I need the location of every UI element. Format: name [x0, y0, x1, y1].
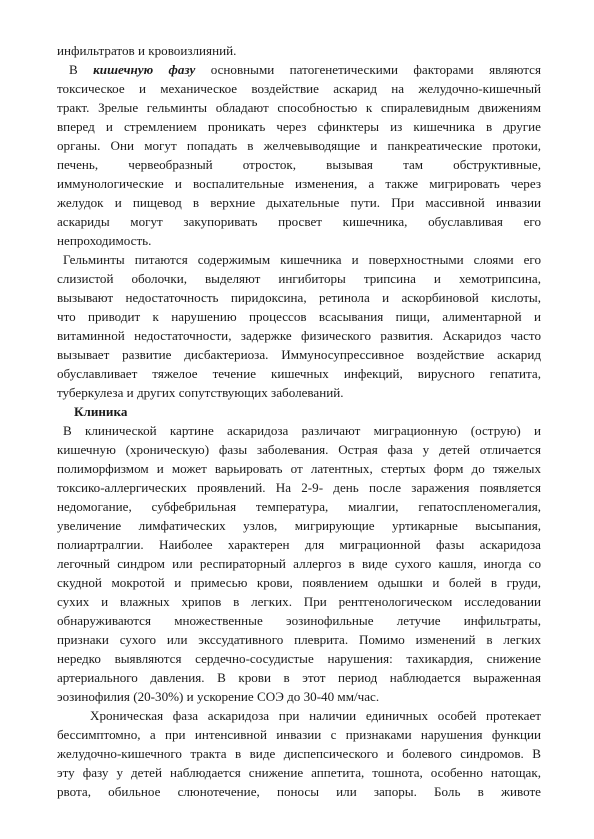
text-line: артериального давления. В крови в этот период наблюдается выраженная: [57, 670, 541, 685]
text-line: печень, червеобразный отросток, вызывая там обструктивные,: [57, 157, 541, 172]
text-line: эту фазу у детей наблюдается снижение аппетита, тошнота, особенно натощак,: [57, 765, 541, 780]
text-line: что приводит к нарушению процессов всасывания пищи, алиментарной и: [57, 309, 541, 324]
text-fragment: В: [69, 62, 94, 77]
text-line: кишечную (хроническую) фазы заболевания. Острая фаза у детей отличается: [57, 442, 541, 457]
text-line: эозинофилия (20-30%) и ускорение СОЭ до 30-40 мм/час.: [57, 689, 380, 704]
text-line: легочный синдром или респираторный аллергоз в виде сухого кашля, иногда со: [57, 556, 541, 571]
text-line: иммунологические и воспалительные изменения, а также мигрировать через: [57, 176, 541, 191]
text-line: токсико-аллергических проявлений. На 2-9- день после заражения появляется: [57, 480, 541, 495]
paragraph-first-line: [69, 61, 541, 80]
text-line: инфильтратов и кровоизлияний.: [57, 43, 237, 58]
text-line: Хроническая фаза аскаридоза при наличии единичных особей протекает: [90, 708, 541, 723]
text-line: желудок и пищевод в верхние дыхательные пути. При массивной инвазии: [57, 195, 541, 210]
text-line: витаминной недостаточности, задержке физического развития. Аскаридоз часто: [57, 328, 541, 343]
text-line: нередко выявляются сердечно-сосудистые нарушения: тахикардия, снижение: [57, 651, 541, 666]
text-line: увеличение лимфатических узлов, мигрирующие уртикарные высыпания,: [57, 518, 541, 533]
emphasis-term: кишечную фазу: [93, 62, 196, 77]
text-line: тракт. Зрелые гельминты обладают способностью к спиралевидным движениям: [57, 100, 541, 115]
text-line: сухих и влажных хрипов в легких. При рентгенологическом исследовании: [57, 594, 541, 609]
text-line: обнаруживаются множественные эозинофильные летучие инфильтраты,: [57, 613, 541, 628]
text-fragment: основными патогенетическими факторами являются: [195, 62, 541, 77]
text-line: В клинической картине аскаридоза различают миграционную (острую) и: [63, 423, 541, 438]
text-line: вызывает развитие дисбактериоза. Иммуносупрессивное воздействие аскарид: [57, 347, 541, 362]
text-line: желудочно-кишечного тракта в виде диспепсического и болевого синдромов. В: [57, 746, 541, 761]
text-line: органы. Они могут попадать в желчевыводящие и панкреатические протоки,: [57, 138, 541, 153]
text-line: бессимптомно, а при интенсивной инвазии с признаками нарушения функции: [57, 727, 541, 742]
text-line: полиморфизмом и может варьировать от латентных, стертых форм до тяжелых: [57, 461, 541, 476]
text-line: недомогание, субфебрильная температура, миалгии, гепатоспленомегалия,: [57, 499, 541, 514]
text-line: рвота, обильное слюнотечение, поносы или запоры. Боль в животе: [57, 784, 541, 799]
text-line: непроходимость.: [57, 233, 152, 248]
text-line: полиартралгии. Наиболее характерен для миграционной фазы аскаридоза: [57, 537, 541, 552]
section-heading: Клиника: [74, 404, 128, 419]
text-line: слизистой оболочки, выделяют ингибиторы трипсина и хемотрипсина,: [57, 271, 541, 286]
text-line: токсическое и механическое воздействие аскарид на желудочно-кишечный: [57, 81, 541, 96]
text-line: признаки сухого или экссудативного плеврита. Помимо изменений в легких: [57, 632, 541, 647]
text-line: Гельминты питаются содержимым кишечника и поверхностными слоями его: [63, 252, 541, 267]
text-line: скудной мокротой и примесью крови, появлением одышки и болей в груди,: [57, 575, 541, 590]
text-line: туберкулеза и других сопутствующих заболеваний.: [57, 385, 344, 400]
text-line: вызывают недостаточность пиридоксина, ретинола и аскорбиновой кислоты,: [57, 290, 541, 305]
text-line: вперед и стремлением проникать через сфинктеры из кишечника в другие: [57, 119, 541, 134]
text-line: аскариды могут закупоривать просвет кишечника, обуславливая его: [57, 214, 541, 229]
text-line: обуславливает тяжелое течение кишечных инфекций, вирусного гепатита,: [57, 366, 541, 381]
